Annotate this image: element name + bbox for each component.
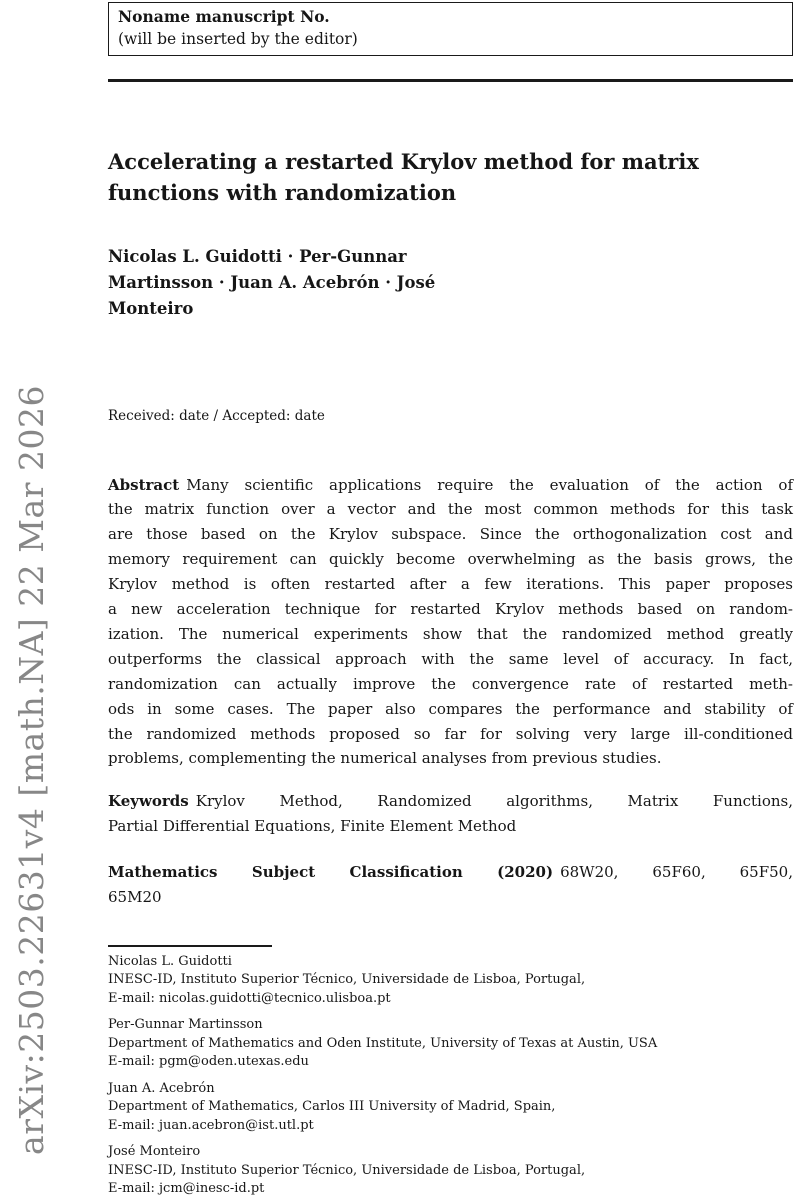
- footnote-affiliation: Department of Mathematics and Oden Institute, University of Texas at Austin, USA: [108, 1035, 658, 1051]
- header-rule: [108, 79, 793, 82]
- abstract-line: the randomized methods proposed so far for solving very large ill-conditioned: [108, 724, 793, 743]
- abstract-line: the matrix function over a vector and the most common methods for this task: [108, 500, 793, 519]
- footnote-affiliation: Department of Mathematics, Carlos III University of Madrid, Spain,: [108, 1099, 556, 1114]
- authors-line-2: Martinsson · Juan A. Acebrón · José: [108, 272, 436, 292]
- footnote-email: E-mail: juan.acebron@ist.utl.pt: [108, 1117, 314, 1133]
- abstract-text: Many scientific applications require the evaluation of the action of: [186, 475, 793, 494]
- footnote-email: E-mail: jcm@inesc-id.pt: [108, 1181, 265, 1196]
- footnote-email: E-mail: pgm@oden.utexas.edu: [108, 1054, 309, 1069]
- abstract-line: outperforms the classical approach with the same level of accuracy. In fact,: [108, 649, 793, 668]
- footnote-author-name: Juan A. Acebrón: [108, 1080, 215, 1096]
- abstract-line: ization. The numerical experiments show that the randomized method greatly: [108, 624, 793, 643]
- abstract-line: randomization can actually improve the convergence rate of restarted meth-: [108, 674, 793, 693]
- footnote-author-name: Per-Gunnar Martinsson: [108, 1017, 263, 1032]
- keywords-line: [108, 789, 793, 814]
- authors-line-3: Monteiro: [108, 298, 194, 318]
- arxiv-watermark: arXiv:2503.22631v4 [math.NA] 22 Mar 2026: [12, 385, 51, 1155]
- abstract-line: a new acceleration technique for restarted Krylov methods based on random-: [108, 600, 793, 619]
- footnote-author-name: Nicolas L. Guidotti: [108, 953, 232, 969]
- text-column: [108, 0, 793, 1200]
- title-line-1: Accelerating a restarted Krylov method for matrix: [108, 148, 699, 174]
- abstract-line: ods in some cases. The paper also compares the performance and stability of: [108, 699, 793, 718]
- footnote-email: E-mail: nicolas.guidotti@tecnico.ulisboa.pt: [108, 990, 391, 1006]
- msc-line: 65M20: [108, 888, 162, 907]
- abstract-line: [108, 473, 793, 498]
- footnotes-section: [108, 953, 793, 1199]
- abstract-label: Abstract: [108, 475, 180, 494]
- editor-note-line: (will be inserted by the editor): [118, 30, 358, 48]
- abstract-line: memory requirement can quickly become overwhelming as the basis grows, the: [108, 550, 793, 569]
- title-line-2: functions with randomization: [108, 179, 457, 205]
- footnote-author-block: [108, 1080, 793, 1136]
- msc-label: Mathematics Subject Classification (2020): [108, 863, 554, 882]
- keywords-line: Partial Differential Equations, Finite Element Method: [108, 817, 517, 836]
- footnote-author-block: [108, 1143, 793, 1199]
- footnote-author-block: [108, 953, 793, 1009]
- msc-codes: 68W20, 65F60, 65F50,: [560, 863, 793, 882]
- footnote-author-block: [108, 1016, 793, 1072]
- footnote-rule: [108, 945, 272, 947]
- manuscript-no-line: Noname manuscript No.: [118, 7, 330, 26]
- keywords-label: Keywords: [108, 792, 189, 811]
- authors-line-1: Nicolas L. Guidotti · Per-Gunnar: [108, 246, 407, 266]
- msc-section: [108, 860, 793, 910]
- authors-block: [108, 244, 793, 322]
- footnote-affiliation: INESC-ID, Instituto Superior Técnico, Universidade de Lisboa, Portugal,: [108, 972, 586, 987]
- keywords-text: Krylov Method, Randomized algorithms, Matrix Functions,: [195, 792, 793, 811]
- abstract-section: [108, 473, 793, 772]
- received-accepted-dates: Received: date / Accepted: date: [108, 407, 325, 424]
- msc-line: [108, 860, 793, 885]
- abstract-line: are those based on the Krylov subspace. Since the orthogonalization cost and: [108, 525, 793, 544]
- footnote-author-name: José Monteiro: [108, 1144, 201, 1159]
- manuscript-header-box: [108, 2, 793, 56]
- footnote-affiliation: INESC-ID, Instituto Superior Técnico, Universidade de Lisboa, Portugal,: [108, 1162, 586, 1178]
- keywords-section: [108, 789, 793, 839]
- abstract-line: problems, complementing the numerical analyses from previous studies.: [108, 749, 662, 768]
- paper-title: [108, 146, 793, 208]
- abstract-line: Krylov method is often restarted after a few iterations. This paper proposes: [108, 575, 793, 594]
